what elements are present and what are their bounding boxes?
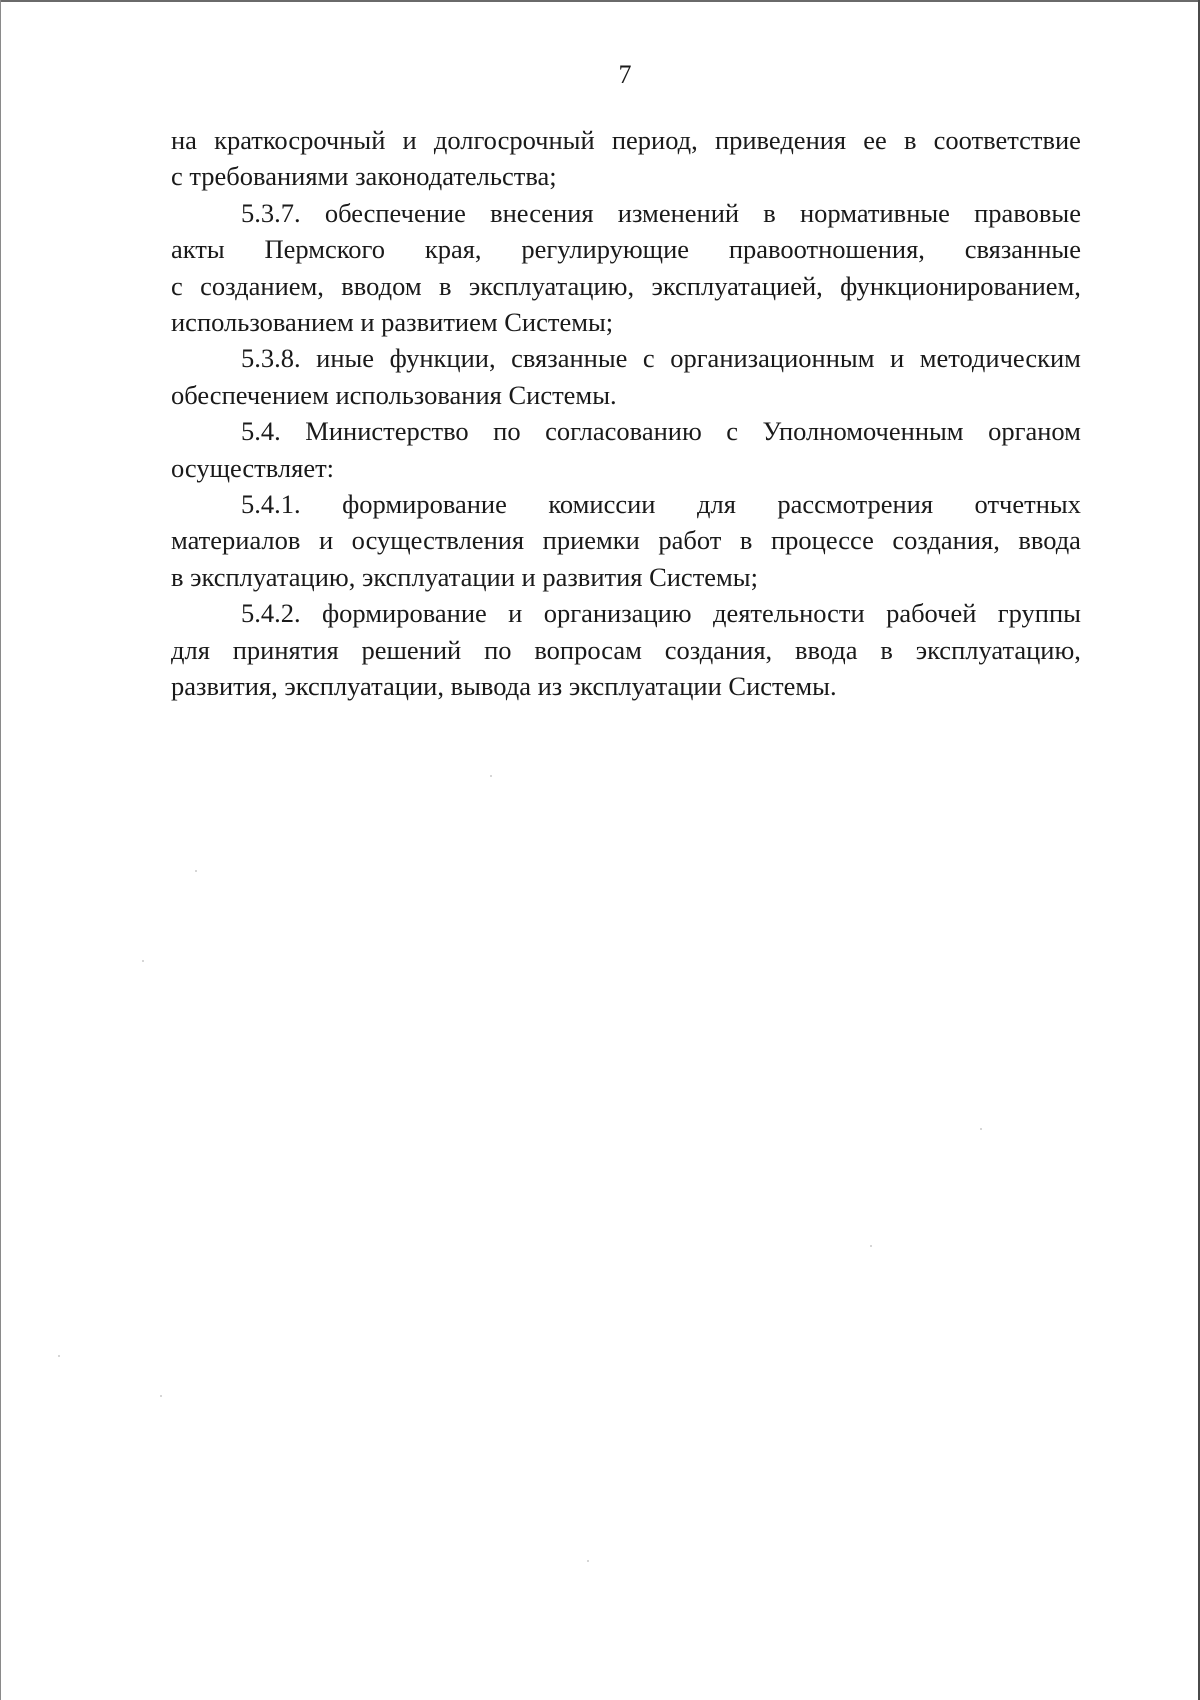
text-line xyxy=(171,231,1081,267)
word: методическим xyxy=(919,343,1081,374)
word: и xyxy=(318,525,334,556)
scan-speck xyxy=(490,775,492,777)
scan-speck xyxy=(142,960,144,962)
text-line xyxy=(171,522,1081,558)
word: иные xyxy=(316,343,375,374)
text-line xyxy=(171,632,1081,668)
page-number: 7 xyxy=(618,60,632,89)
word: осуществления xyxy=(351,525,525,556)
text-line xyxy=(171,195,1081,231)
word: группы xyxy=(997,598,1081,629)
paragraph-continuation xyxy=(171,122,1081,195)
word: нормативные xyxy=(799,197,950,228)
paragraph-5-4-1 xyxy=(171,486,1081,595)
word: и xyxy=(889,343,905,374)
paragraph-5-3-8 xyxy=(171,340,1081,413)
scan-speck xyxy=(870,1245,872,1247)
word: правовые xyxy=(974,197,1081,228)
word: и xyxy=(508,598,523,629)
word: функционированием, xyxy=(840,270,1081,301)
word: внесения xyxy=(490,197,594,228)
word: эксплуатацией, xyxy=(651,270,823,301)
text-line xyxy=(171,413,1081,449)
word: рабочей xyxy=(886,598,977,629)
word: по xyxy=(484,634,512,665)
word: создания, xyxy=(892,525,1000,556)
word: функции, xyxy=(389,343,496,374)
scan-speck xyxy=(58,1355,60,1357)
word: с xyxy=(726,416,739,447)
word: комиссии xyxy=(548,489,656,520)
word: формирование xyxy=(322,598,487,629)
word: на xyxy=(171,125,197,155)
paragraph-5-3-7 xyxy=(171,195,1081,341)
word: с xyxy=(642,343,655,374)
text-line: обеспечением использования Системы. xyxy=(171,379,617,410)
word: созданием, xyxy=(200,270,324,301)
word: вопросам xyxy=(534,634,642,665)
word: создания, xyxy=(664,634,773,665)
word: отчетных xyxy=(974,489,1081,520)
word: в xyxy=(903,125,917,155)
document-body xyxy=(171,122,1081,705)
word: приведения xyxy=(714,125,847,155)
word: 5.4.2. xyxy=(241,598,301,629)
word: организационным xyxy=(670,343,875,374)
scan-speck xyxy=(195,870,197,872)
word: по xyxy=(493,416,521,447)
text-line xyxy=(171,595,1081,631)
paragraph-5-4 xyxy=(171,413,1081,486)
word: акты xyxy=(171,234,225,265)
word: формирование xyxy=(342,489,507,520)
word: согласованию xyxy=(545,416,702,447)
word: в xyxy=(439,270,452,301)
word: ввода xyxy=(1018,525,1081,556)
word: Уполномоченным xyxy=(762,416,964,447)
word: для xyxy=(171,634,210,665)
word: регулирующие xyxy=(521,234,690,265)
word: Пермского xyxy=(264,234,386,265)
text-line: с требованиями законодательства; xyxy=(171,161,557,192)
word: материалов xyxy=(171,525,301,556)
word: 5.3.7. xyxy=(241,197,301,228)
word: края, xyxy=(424,234,482,265)
word: эксплуатацию, xyxy=(915,634,1081,665)
word: приемки xyxy=(542,525,640,556)
word: ее xyxy=(863,125,887,155)
word: 5.3.8. xyxy=(241,343,301,374)
word: рассмотрения xyxy=(777,489,934,520)
word: организацию xyxy=(543,598,692,629)
word: 5.4. xyxy=(241,416,281,447)
word: 5.4.1. xyxy=(241,489,301,520)
word: деятельности xyxy=(712,598,865,629)
word: долгосрочный xyxy=(433,125,595,155)
word: принятия xyxy=(232,634,339,665)
text-line: использованием и развитием Системы; xyxy=(171,307,614,338)
word: в xyxy=(763,197,776,228)
paragraph-5-4-2 xyxy=(171,595,1081,704)
text-line xyxy=(171,268,1081,304)
word: эксплуатацию, xyxy=(468,270,635,301)
word: для xyxy=(696,489,736,520)
word: правоотношения, xyxy=(728,234,925,265)
word: связанные xyxy=(511,343,628,374)
word: работ xyxy=(658,525,722,556)
word: период, xyxy=(611,125,698,155)
scan-edge-top xyxy=(0,0,1200,2)
word: решений xyxy=(361,634,462,665)
word: изменений xyxy=(617,197,740,228)
word: краткосрочный xyxy=(214,125,386,155)
word: связанные xyxy=(964,234,1081,265)
scan-speck xyxy=(160,1395,162,1397)
scan-speck xyxy=(980,1128,982,1130)
word: процессе xyxy=(770,525,874,556)
scan-speck xyxy=(587,1560,589,1562)
scan-edge-left xyxy=(0,0,1,1700)
word: и xyxy=(402,125,417,155)
text-line xyxy=(171,340,1081,376)
word: вводом xyxy=(341,270,422,301)
word: с xyxy=(171,270,183,301)
text-line: развития, эксплуатации, вывода из эксплуатации Системы. xyxy=(171,671,837,702)
word: обеспечение xyxy=(324,197,466,228)
text-line: осуществляет: xyxy=(171,452,335,483)
word: в xyxy=(880,634,893,665)
word: органом xyxy=(988,416,1081,447)
text-line xyxy=(171,122,1081,158)
text-line: в эксплуатацию, эксплуатации и развития Системы; xyxy=(171,561,758,592)
word: соответствие xyxy=(933,125,1081,155)
word: Министерство xyxy=(305,416,469,447)
word: ввода xyxy=(794,634,858,665)
text-line xyxy=(171,486,1081,522)
word: в xyxy=(739,525,753,556)
